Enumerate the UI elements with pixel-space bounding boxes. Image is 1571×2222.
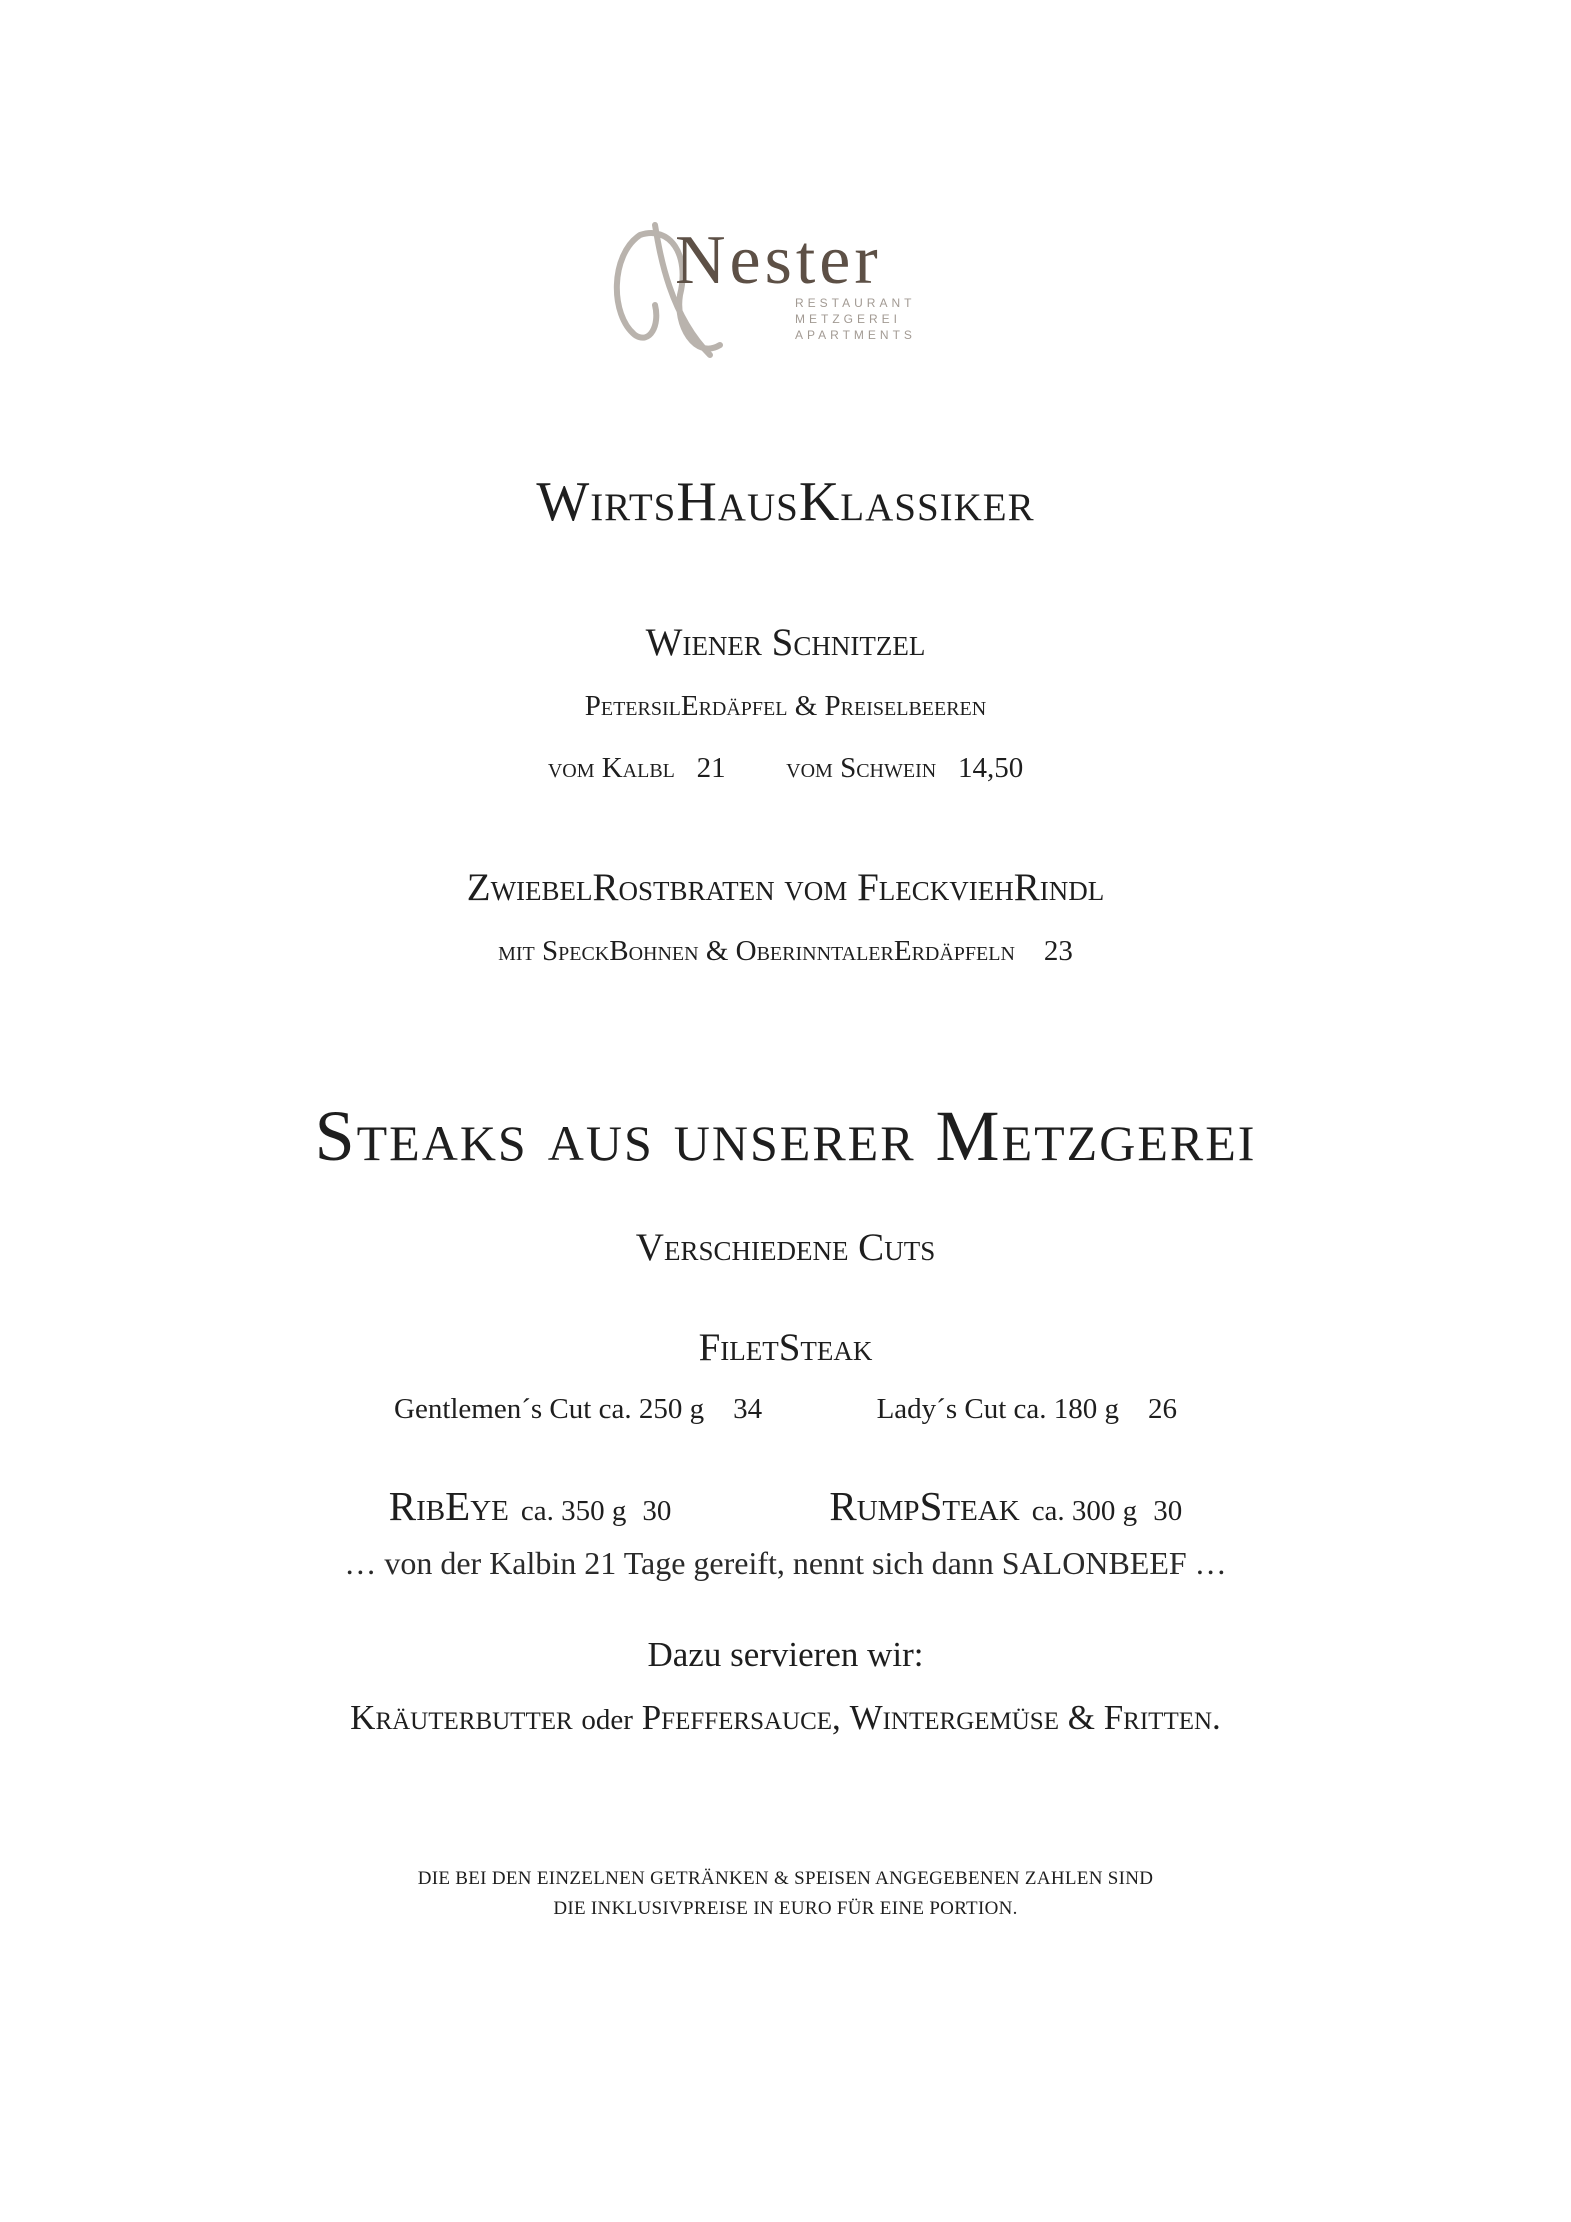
dish-name-filetsteak: FiletSteak	[698, 1326, 873, 1369]
side-wintergemuese: Wintergemüse	[849, 1698, 1059, 1737]
section-title-wirtshaus: WirtsHausKlassiker	[536, 471, 1035, 533]
option-price: 14,50	[957, 752, 1024, 784]
side-amp: &	[1067, 1698, 1095, 1737]
salonbeef-note: … von der Kalbin 21 Tage gereift, nennt sich dann SALONBEEF …	[344, 1545, 1227, 1581]
side-pfeffersauce: Pfeffersauce,	[641, 1698, 841, 1737]
steak-name-rumpsteak: RumpSteak	[829, 1483, 1020, 1529]
footer-line-2: DIE INKLUSIVPREISE IN EURO FÜR EINE PORTION.	[553, 1898, 1018, 1919]
steak-row	[0, 1482, 1571, 1530]
logo-line-1: RESTAURANT	[795, 296, 916, 310]
logo-name: Nester	[675, 222, 882, 299]
steak-weight: ca. 300 g	[1031, 1495, 1138, 1527]
footer-line-1: DIE BEI DEN EINZELNEN GETRÄNKEN & SPEISEN ANGEGEBENEN ZAHLEN SIND	[417, 1868, 1154, 1889]
side-fritten: Fritten.	[1103, 1698, 1221, 1737]
side-kraeuterbutter: Kräuterbutter	[350, 1698, 573, 1737]
filet-cuts	[0, 1393, 1571, 1426]
option-price: 21	[696, 752, 726, 784]
section-subtitle-cuts: Verschiedene Cuts	[635, 1226, 936, 1269]
steak-name-ribeye: RibEye	[388, 1483, 509, 1529]
cut-label: Gentlemen´s Cut ca. 250 g	[394, 1393, 705, 1425]
cut-price: 26	[1148, 1393, 1177, 1425]
option-label: vom Kalbl	[547, 752, 675, 784]
nester-logo	[600, 195, 960, 370]
option-label: vom Schwein	[786, 752, 937, 784]
sides-line	[0, 1698, 1571, 1738]
steak-price: 30	[1153, 1495, 1183, 1527]
logo-line-3: APARTMENTS	[795, 328, 916, 342]
serve-intro: Dazu servieren wir:	[647, 1635, 924, 1674]
dish-options-schnitzel	[0, 752, 1571, 785]
steak-price: 30	[642, 1495, 672, 1527]
dish-desc-zwiebelrostbraten	[0, 935, 1571, 968]
cut-price: 34	[733, 1393, 763, 1425]
side-or: oder	[581, 1704, 633, 1736]
steak-weight: ca. 350 g	[520, 1495, 627, 1527]
dish-price: 23	[1043, 935, 1073, 967]
logo-line-2: METZGEREI	[795, 312, 902, 326]
dish-desc-schnitzel: PetersilErdäpfel & Preiselbeeren	[584, 690, 987, 722]
dish-desc-text: mit SpeckBohnen & OberinntalerErdäpfeln	[498, 935, 1015, 967]
dish-name-schnitzel: Wiener Schnitzel	[645, 621, 926, 664]
cut-label: Lady´s Cut ca. 180 g	[876, 1393, 1119, 1425]
dish-name-zwiebelrostbraten: ZwiebelRostbraten vom FleckviehRindl	[466, 866, 1105, 909]
section-title-steaks: Steaks aus unserer Metzgerei	[314, 1096, 1257, 1176]
